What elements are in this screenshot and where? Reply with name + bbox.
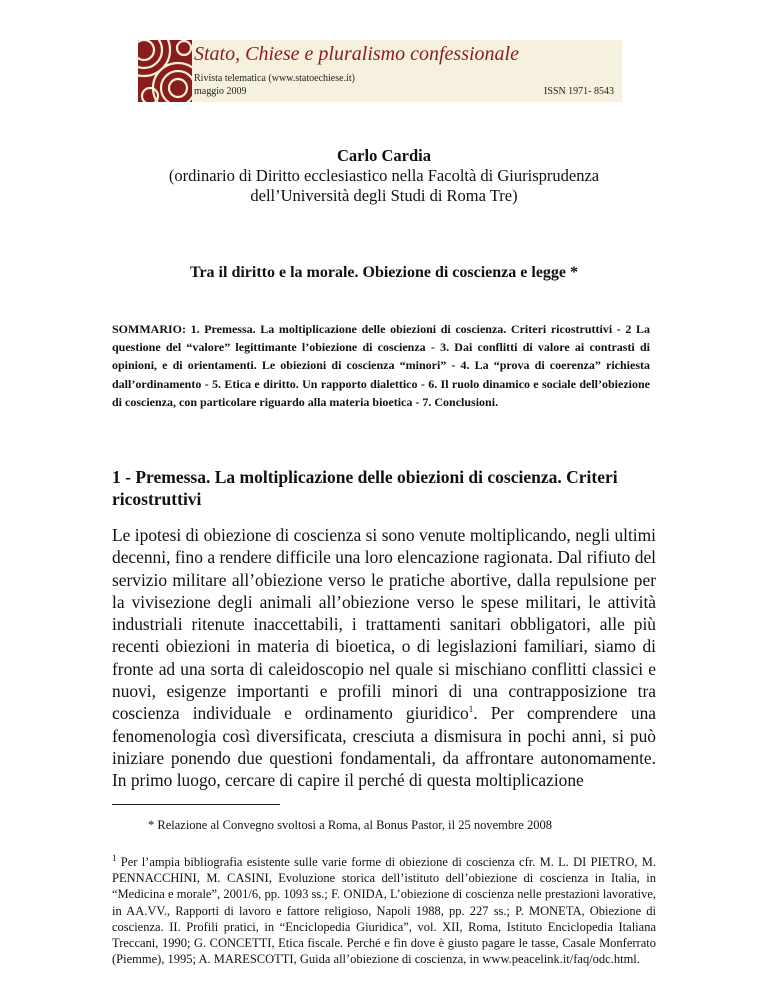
footnote-star: * Relazione al Convegno svoltosi a Roma, al Bonus Pastor, il 25 novembre 2008 bbox=[148, 818, 552, 832]
footnote-1 bbox=[112, 854, 656, 967]
author-affiliation-line1: (ordinario di Diritto ecclesiastico nella Facoltà di Giurisprudenza bbox=[168, 166, 600, 185]
journal-logo bbox=[138, 40, 192, 102]
journal-subtitle: Rivista telematica (www.statoechiese.it) bbox=[194, 73, 355, 84]
journal-title: Stato, Chiese e pluralismo confessionale bbox=[194, 43, 519, 65]
body-text-part1: Le ipotesi di obiezione di coscienza si sono venute moltiplicando, negli ultimi decenni, fino a rendere difficile una loro elencazione ragionata. Dal rifiuto del servizio militare all’obiezione verso le pratiche abortive, dalla repulsione per la vivisezione degli animali all’obiezione verso le spese militari, le attività industriali ritenute inaccettabili, i trattamenti sanitari obbligatori, alle più recenti obiezioni in materia di bioetica, o di legislazioni familiari, siamo di fronte ad una sorta di caleidoscopio nel quale si mischiano conflitti classici e nuovi, esigenze importanti e profili minori di una contrapposizione tra coscienza individuale e ordinamento giuridico bbox=[112, 525, 656, 724]
footnote-divider bbox=[112, 804, 280, 805]
paper-title: Tra il diritto e la morale. Obiezione di coscienza e legge * bbox=[189, 264, 579, 281]
footnote-1-number: 1 bbox=[112, 852, 117, 863]
author-name: Carlo Cardia bbox=[337, 146, 431, 165]
summary: SOMMARIO: 1. Premessa. La moltiplicazione delle obiezioni di coscienza. Criteri ricostruttivi - 2 La questione del “valore” legittimante l’obiezione di coscienza - 3. Dai conflitti di valore ai contrasti di opinioni, e di orientamenti. Le obiezioni di coscienza “minori” - 4. La “prova di coerenza” richiesta dall’ordinamento - 5. Etica e diritto. Un rapporto dialettico - 6. Il ruolo dinamico e sociale dell’obiezione di coscienza, con particolare riguardo alla materia bioetica - 7. Conclusioni. bbox=[112, 322, 650, 409]
header-text bbox=[192, 40, 622, 102]
author-affiliation-line2: dell’Università degli Studi di Roma Tre) bbox=[250, 186, 518, 205]
journal-header bbox=[138, 40, 622, 102]
body-paragraph bbox=[112, 524, 656, 792]
body-text-part2: . Per comprendere una fenomenologia così diversificata, cresciuta a dismisura in pochi anni, si può iniziare ponendo due questioni fondamentali, da affrontare autonomamente. In primo luogo, cercare di capire il perché di questa moltiplicazione bbox=[112, 703, 656, 791]
author-block bbox=[0, 146, 768, 206]
issue-date: maggio 2009 bbox=[194, 86, 247, 97]
footnote-1-text: Per l’ampia bibliografia esistente sulle varie forme di obiezione di coscienza cfr. M. L. DI PIETRO, M. PENNACCHINI, M. CASINI, Evoluzione storica dell’istituto dell’obiezione di coscienza in Italia, in “Medicina e morale”, 2001/6, pp. 1093 ss.; F. ONIDA, L’obiezione di coscienza nelle prestazioni lavorative, in AA.VV., Rapporti di lavoro e fattore religioso, Napoli 1988, pp. 227 ss.; P. MONETA, Obiezione di coscienza. II. Profili pratici, in “Enciclopedia Giuridica”, vol. XII, Roma, Istituto Enciclopedia Italiana Treccani, 1990; G. CONCETTI, Etica fiscale. Perché e fin dove è giusto pagare le tasse, Casale Monferrato (Piemme), 1995; A. MARESCOTTI, Guida all’obiezione di coscienza, in www.peacelink.it/faq/odc.html. bbox=[112, 855, 656, 967]
issn: ISSN 1971- 8543 bbox=[543, 86, 614, 97]
section-heading: 1 - Premessa. La moltiplicazione delle obiezioni di coscienza. Criteri ricostruttivi bbox=[112, 467, 618, 509]
footnote-ref: 1 bbox=[468, 704, 474, 715]
